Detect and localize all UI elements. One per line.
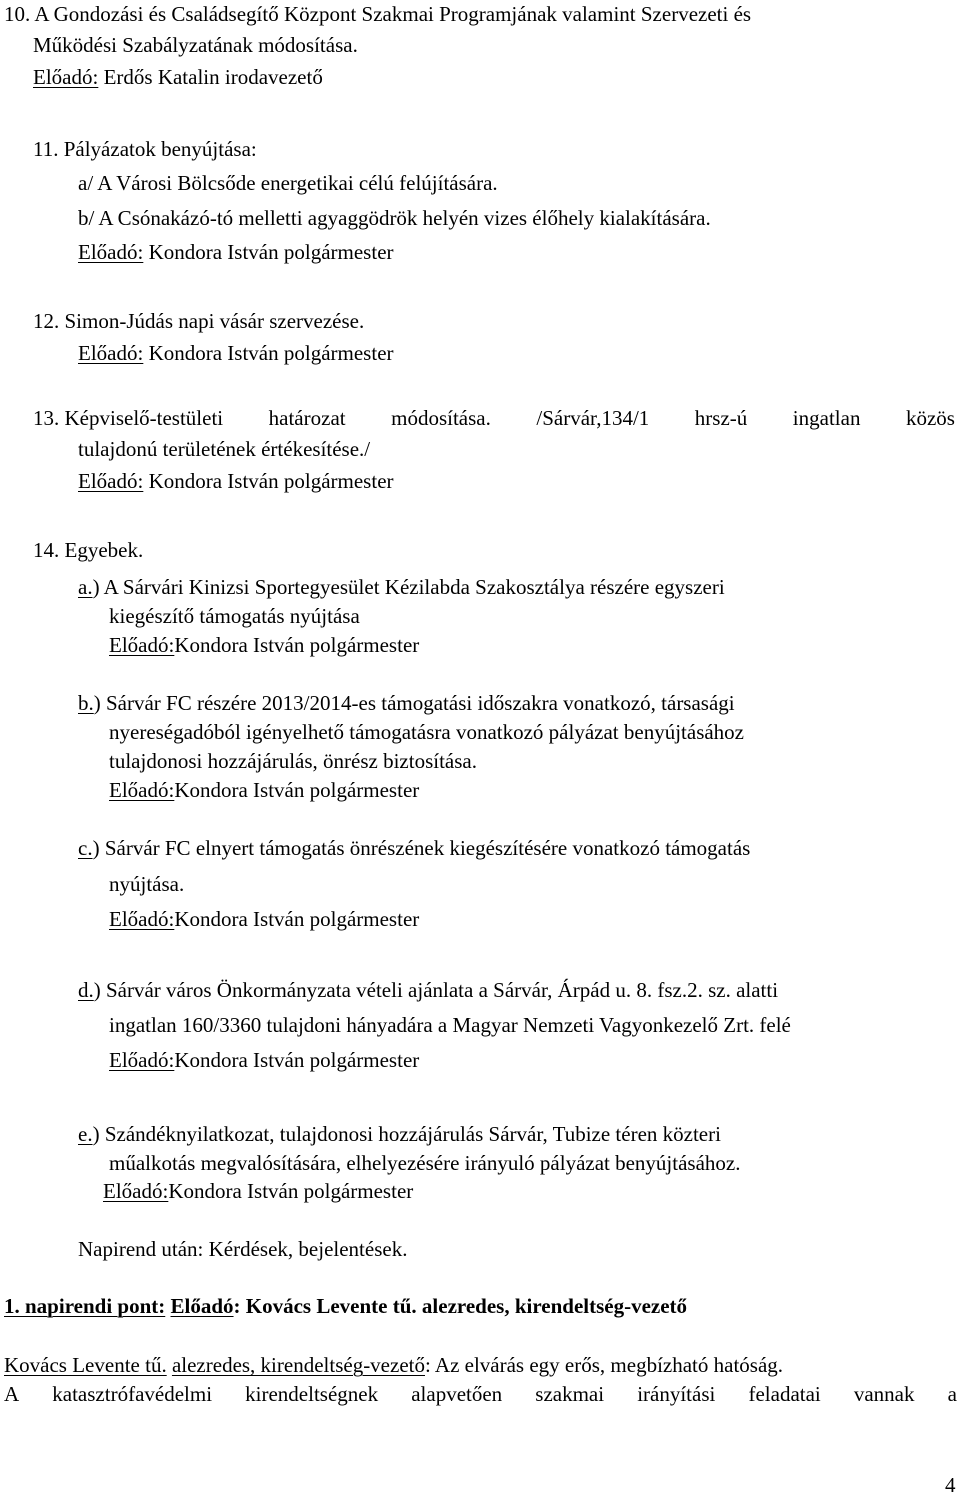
presenter-name: Erdős Katalin irodavezető bbox=[98, 65, 323, 89]
word: 13. Képviselő-testületi bbox=[33, 406, 224, 430]
item14a-line1 bbox=[78, 574, 725, 600]
presenter-label: Előadó: bbox=[109, 778, 175, 802]
item14e-line1 bbox=[78, 1121, 721, 1147]
word: közös bbox=[905, 406, 955, 430]
item12-title: 12. Simon-Júdás napi vásár szervezése. bbox=[33, 309, 365, 333]
presenter-label: Előadó: bbox=[33, 65, 99, 89]
item-marker: c. bbox=[78, 836, 93, 860]
word: hrsz-ú bbox=[694, 406, 748, 430]
word: módosítása. bbox=[391, 406, 491, 430]
presenter-label: Előadó: bbox=[78, 469, 144, 493]
point-label: 1. napirendi pont: bbox=[4, 1294, 166, 1318]
presenter-label: Előadó: bbox=[109, 907, 175, 931]
page-number: 4 bbox=[945, 1473, 956, 1497]
word: szakmai bbox=[535, 1382, 605, 1406]
speech-text: : Az elvárás egy erős, megbízható hatóság. bbox=[424, 1353, 784, 1377]
item14e-presenter bbox=[103, 1178, 413, 1204]
item11-title: 11. Pályázatok benyújtása: bbox=[33, 137, 257, 161]
presenter-name: : Kovács Levente tű. alezredes, kirendeltség-vezető bbox=[233, 1294, 688, 1318]
item-marker: a. bbox=[78, 575, 93, 599]
word: A bbox=[4, 1382, 20, 1406]
word: ingatlan bbox=[792, 406, 861, 430]
item14d-line2: ingatlan 160/3360 tulajdoni hányadára a Magyar Nemzeti Vagyonkezelő Zrt. felé bbox=[109, 1013, 791, 1037]
item14d-presenter bbox=[109, 1047, 419, 1073]
item11-b: b/ A Csónakázó-tó melletti agyaggödrök helyén vizes élőhely kialakítására. bbox=[78, 206, 711, 230]
item14a-line2: kiegészítő támogatás nyújtása bbox=[109, 604, 360, 628]
speaker-title: alezredes, kirendeltség-vezető bbox=[171, 1353, 425, 1377]
item14c-line2: nyújtása. bbox=[109, 872, 185, 896]
presenter-name: Kondora István polgármester bbox=[174, 1048, 420, 1072]
item14b-presenter bbox=[109, 777, 419, 803]
word: /Sárvár,134/1 bbox=[536, 406, 650, 430]
speaker-name: Kovács Levente tű. bbox=[4, 1353, 167, 1377]
item14c-line1 bbox=[78, 835, 750, 861]
speech-line2 bbox=[4, 1381, 957, 1407]
item12-presenter bbox=[78, 340, 394, 366]
item10-presenter bbox=[33, 64, 323, 90]
word: kirendeltségnek bbox=[245, 1382, 379, 1406]
item-marker: d. bbox=[78, 978, 94, 1002]
item11-presenter bbox=[78, 239, 394, 265]
item14d-line1 bbox=[78, 977, 778, 1003]
presenter-name: Kondora István polgármester bbox=[174, 778, 420, 802]
item-text: ) Sárvár város Önkormányzata vételi ajánlata a Sárvár, Árpád u. 8. fsz.2. sz. alatti bbox=[93, 978, 779, 1002]
item13-line1 bbox=[33, 405, 955, 431]
word: vannak bbox=[853, 1382, 915, 1406]
point1-heading bbox=[4, 1293, 687, 1319]
item-text: ) Sárvár FC részére 2013/2014-es támogatási időszakra vonatkozó, társasági bbox=[93, 691, 735, 715]
word: feladatai bbox=[748, 1382, 821, 1406]
item-marker: b. bbox=[78, 691, 94, 715]
item-text: ) A Sárvári Kinizsi Sportegyesület Kézilabda Szakosztálya részére egyszeri bbox=[92, 575, 725, 599]
item14e-line2: műalkotás megvalósítására, elhelyezésére irányuló pályázat benyújtásához. bbox=[109, 1151, 741, 1175]
item13-line2: tulajdonú területének értékesítése./ bbox=[78, 437, 371, 461]
presenter-label: Előadó: bbox=[78, 240, 144, 264]
word: irányítási bbox=[637, 1382, 716, 1406]
presenter-name: Kondora István polgármester bbox=[174, 907, 420, 931]
presenter-name: Kondora István polgármester bbox=[143, 240, 394, 264]
item13-presenter bbox=[78, 468, 394, 494]
presenter-label: Előadó: bbox=[109, 633, 175, 657]
speech-line1 bbox=[4, 1352, 783, 1378]
presenter-label: Előadó: bbox=[78, 341, 144, 365]
presenter-label: Előadó: bbox=[103, 1179, 169, 1203]
after-agenda: Napirend után: Kérdések, bejelentések. bbox=[78, 1237, 408, 1261]
item14b-line2: nyereségadóból igényelhető támogatásra vonatkozó pályázat benyújtásához bbox=[109, 720, 745, 744]
item-text: ) Sárvár FC elnyert támogatás önrészének kiegészítésére vonatkozó támogatás bbox=[92, 836, 751, 860]
item-text: ) Szándéknyilatkozat, tulajdonosi hozzájárulás Sárvár, Tubize téren közteri bbox=[92, 1122, 721, 1146]
word: alapvetően bbox=[411, 1382, 503, 1406]
item-marker: e. bbox=[78, 1122, 93, 1146]
item10-line2: Működési Szabályzatának módosítása. bbox=[33, 33, 358, 57]
item14b-line1 bbox=[78, 690, 735, 716]
item11-a: a/ A Városi Bölcsőde energetikai célú felújítására. bbox=[78, 171, 498, 195]
item14c-presenter bbox=[109, 906, 419, 932]
presenter-label: Előadó bbox=[170, 1294, 234, 1318]
presenter-label: Előadó: bbox=[109, 1048, 175, 1072]
item14b-line3: tulajdonosi hozzájárulás, önrész biztosítása. bbox=[109, 749, 477, 773]
presenter-name: Kondora István polgármester bbox=[143, 469, 394, 493]
word: a bbox=[947, 1382, 957, 1406]
word: katasztrófavédelmi bbox=[52, 1382, 213, 1406]
item14-title: 14. Egyebek. bbox=[33, 538, 144, 562]
presenter-name: Kondora István polgármester bbox=[174, 633, 420, 657]
presenter-name: Kondora István polgármester bbox=[168, 1179, 414, 1203]
presenter-name: Kondora István polgármester bbox=[143, 341, 394, 365]
item10-line1: 10. A Gondozási és Családsegítő Központ Szakmai Programjának valamint Szervezeti és bbox=[4, 2, 752, 26]
word: határozat bbox=[268, 406, 346, 430]
item14a-presenter bbox=[109, 632, 419, 658]
